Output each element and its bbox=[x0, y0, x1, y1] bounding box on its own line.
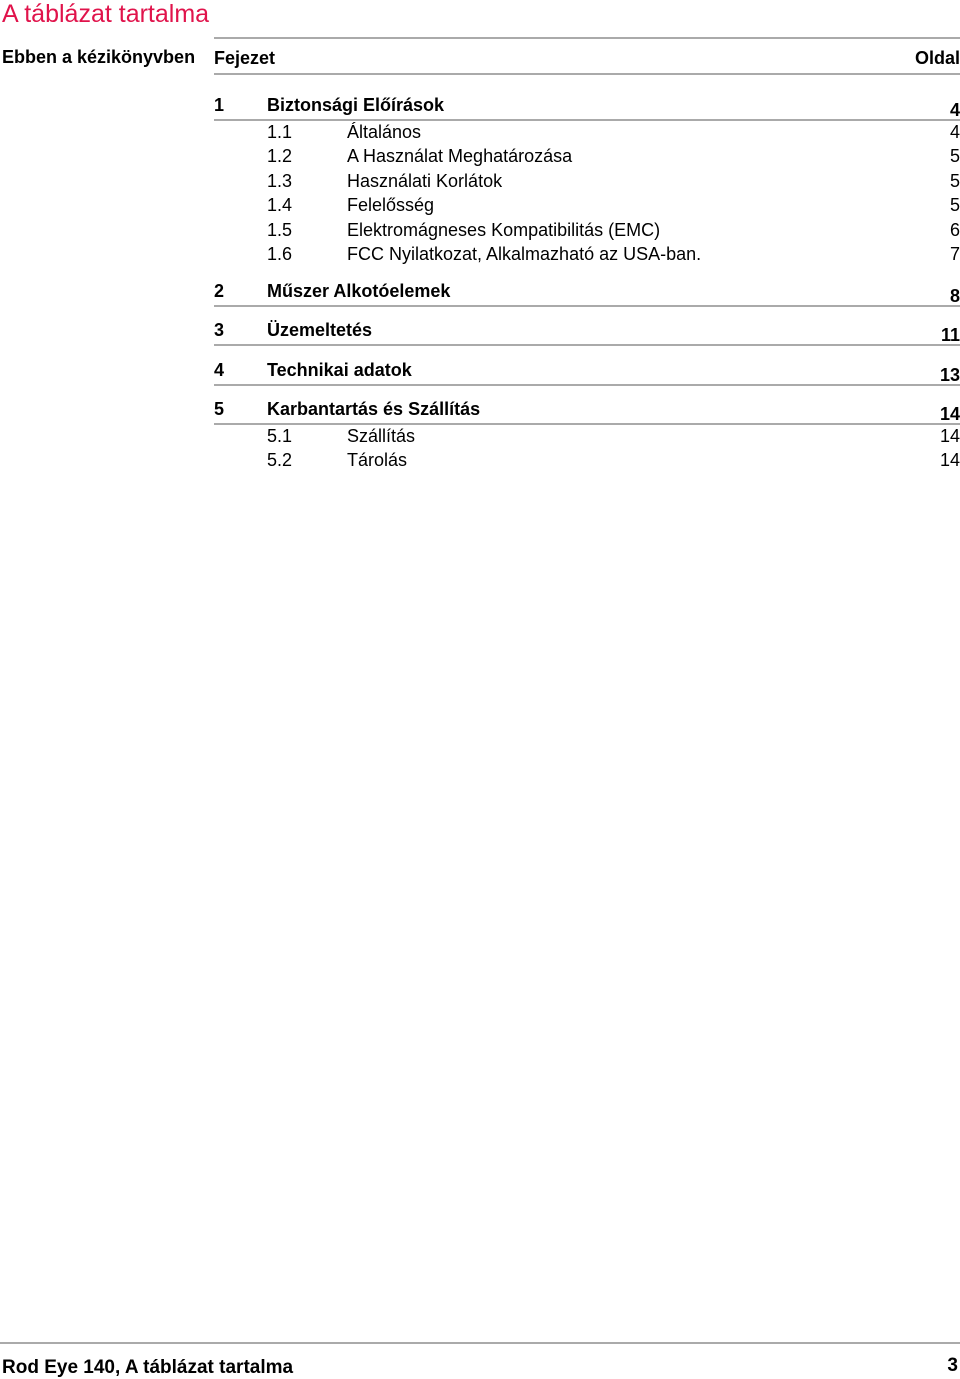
chapter-page: 13 bbox=[939, 365, 960, 385]
section-page: 6 bbox=[949, 220, 960, 240]
toc-chapter-4[interactable] bbox=[214, 358, 960, 386]
toc-section-1-6[interactable] bbox=[214, 244, 960, 268]
section-title: Szállítás bbox=[347, 426, 416, 446]
chapter-number: 1 bbox=[214, 95, 225, 115]
chapter-title: Technikai adatok bbox=[267, 360, 412, 380]
page-footer bbox=[0, 1342, 960, 1378]
toc-chapter-2[interactable] bbox=[214, 279, 960, 307]
section-page: 5 bbox=[949, 146, 960, 166]
section-number: 1.5 bbox=[267, 220, 293, 240]
chapter-page: 11 bbox=[940, 325, 960, 345]
section-page: 7 bbox=[949, 244, 960, 264]
page-column-label: Oldal bbox=[914, 48, 960, 68]
section-number: 1.2 bbox=[267, 146, 293, 166]
chapter-page: 4 bbox=[949, 100, 960, 120]
section-title: Felelősség bbox=[347, 195, 435, 215]
toc-chapter-3[interactable] bbox=[214, 318, 960, 346]
toc-section-5-1[interactable] bbox=[214, 426, 960, 450]
section-title: Általános bbox=[347, 122, 422, 142]
chapter-title: Biztonsági Előírások bbox=[267, 95, 445, 115]
chapter-page: 14 bbox=[939, 404, 960, 424]
chapter-title: Műszer Alkotóelemek bbox=[267, 281, 451, 301]
chapter-number: 5 bbox=[214, 399, 225, 419]
chapter-number: 4 bbox=[214, 360, 225, 380]
chapter-number: 3 bbox=[214, 320, 225, 340]
toc-header bbox=[214, 37, 960, 75]
section-title: Tárolás bbox=[347, 450, 408, 470]
chapter-title: Karbantartás és Szállítás bbox=[267, 399, 481, 419]
footer-page-number: 3 bbox=[947, 1355, 958, 1376]
section-title: FCC Nyilatkozat, Alkalmazható az USA-ban. bbox=[347, 244, 702, 264]
toc-section-1-1[interactable] bbox=[214, 122, 960, 146]
toc-chapter-1[interactable] bbox=[214, 93, 960, 121]
section-page: 14 bbox=[939, 450, 960, 470]
section-number: 5.2 bbox=[267, 450, 293, 470]
section-page: 5 bbox=[949, 195, 960, 215]
section-number: 1.1 bbox=[267, 122, 293, 142]
section-number: 1.3 bbox=[267, 171, 293, 191]
section-page: 4 bbox=[949, 122, 960, 142]
side-label: Ebben a kézikönyvben bbox=[2, 47, 196, 67]
section-number: 5.1 bbox=[267, 426, 293, 446]
chapter-page: 8 bbox=[949, 286, 960, 306]
section-title: A Használat Meghatározása bbox=[347, 146, 573, 166]
chapter-title: Üzemeltetés bbox=[267, 320, 373, 340]
chapter-number: 2 bbox=[214, 281, 225, 301]
toc-section-1-3[interactable] bbox=[214, 171, 960, 195]
toc-section-5-2[interactable] bbox=[214, 450, 960, 474]
section-title: Használati Korlátok bbox=[347, 171, 503, 191]
toc-section-1-5[interactable] bbox=[214, 220, 960, 244]
section-number: 1.4 bbox=[267, 195, 293, 215]
footer-document-title: Rod Eye 140, A táblázat tartalma bbox=[2, 1357, 294, 1378]
page-title: A táblázat tartalma bbox=[2, 0, 210, 28]
chapter-column-label: Fejezet bbox=[214, 48, 276, 68]
section-number: 1.6 bbox=[267, 244, 293, 264]
section-page: 5 bbox=[949, 171, 960, 191]
section-title: Elektromágneses Kompatibilitás (EMC) bbox=[347, 220, 661, 240]
toc-section-1-4[interactable] bbox=[214, 195, 960, 219]
toc-section-1-2[interactable] bbox=[214, 146, 960, 170]
section-page: 14 bbox=[939, 426, 960, 446]
toc-chapter-5[interactable] bbox=[214, 397, 960, 425]
